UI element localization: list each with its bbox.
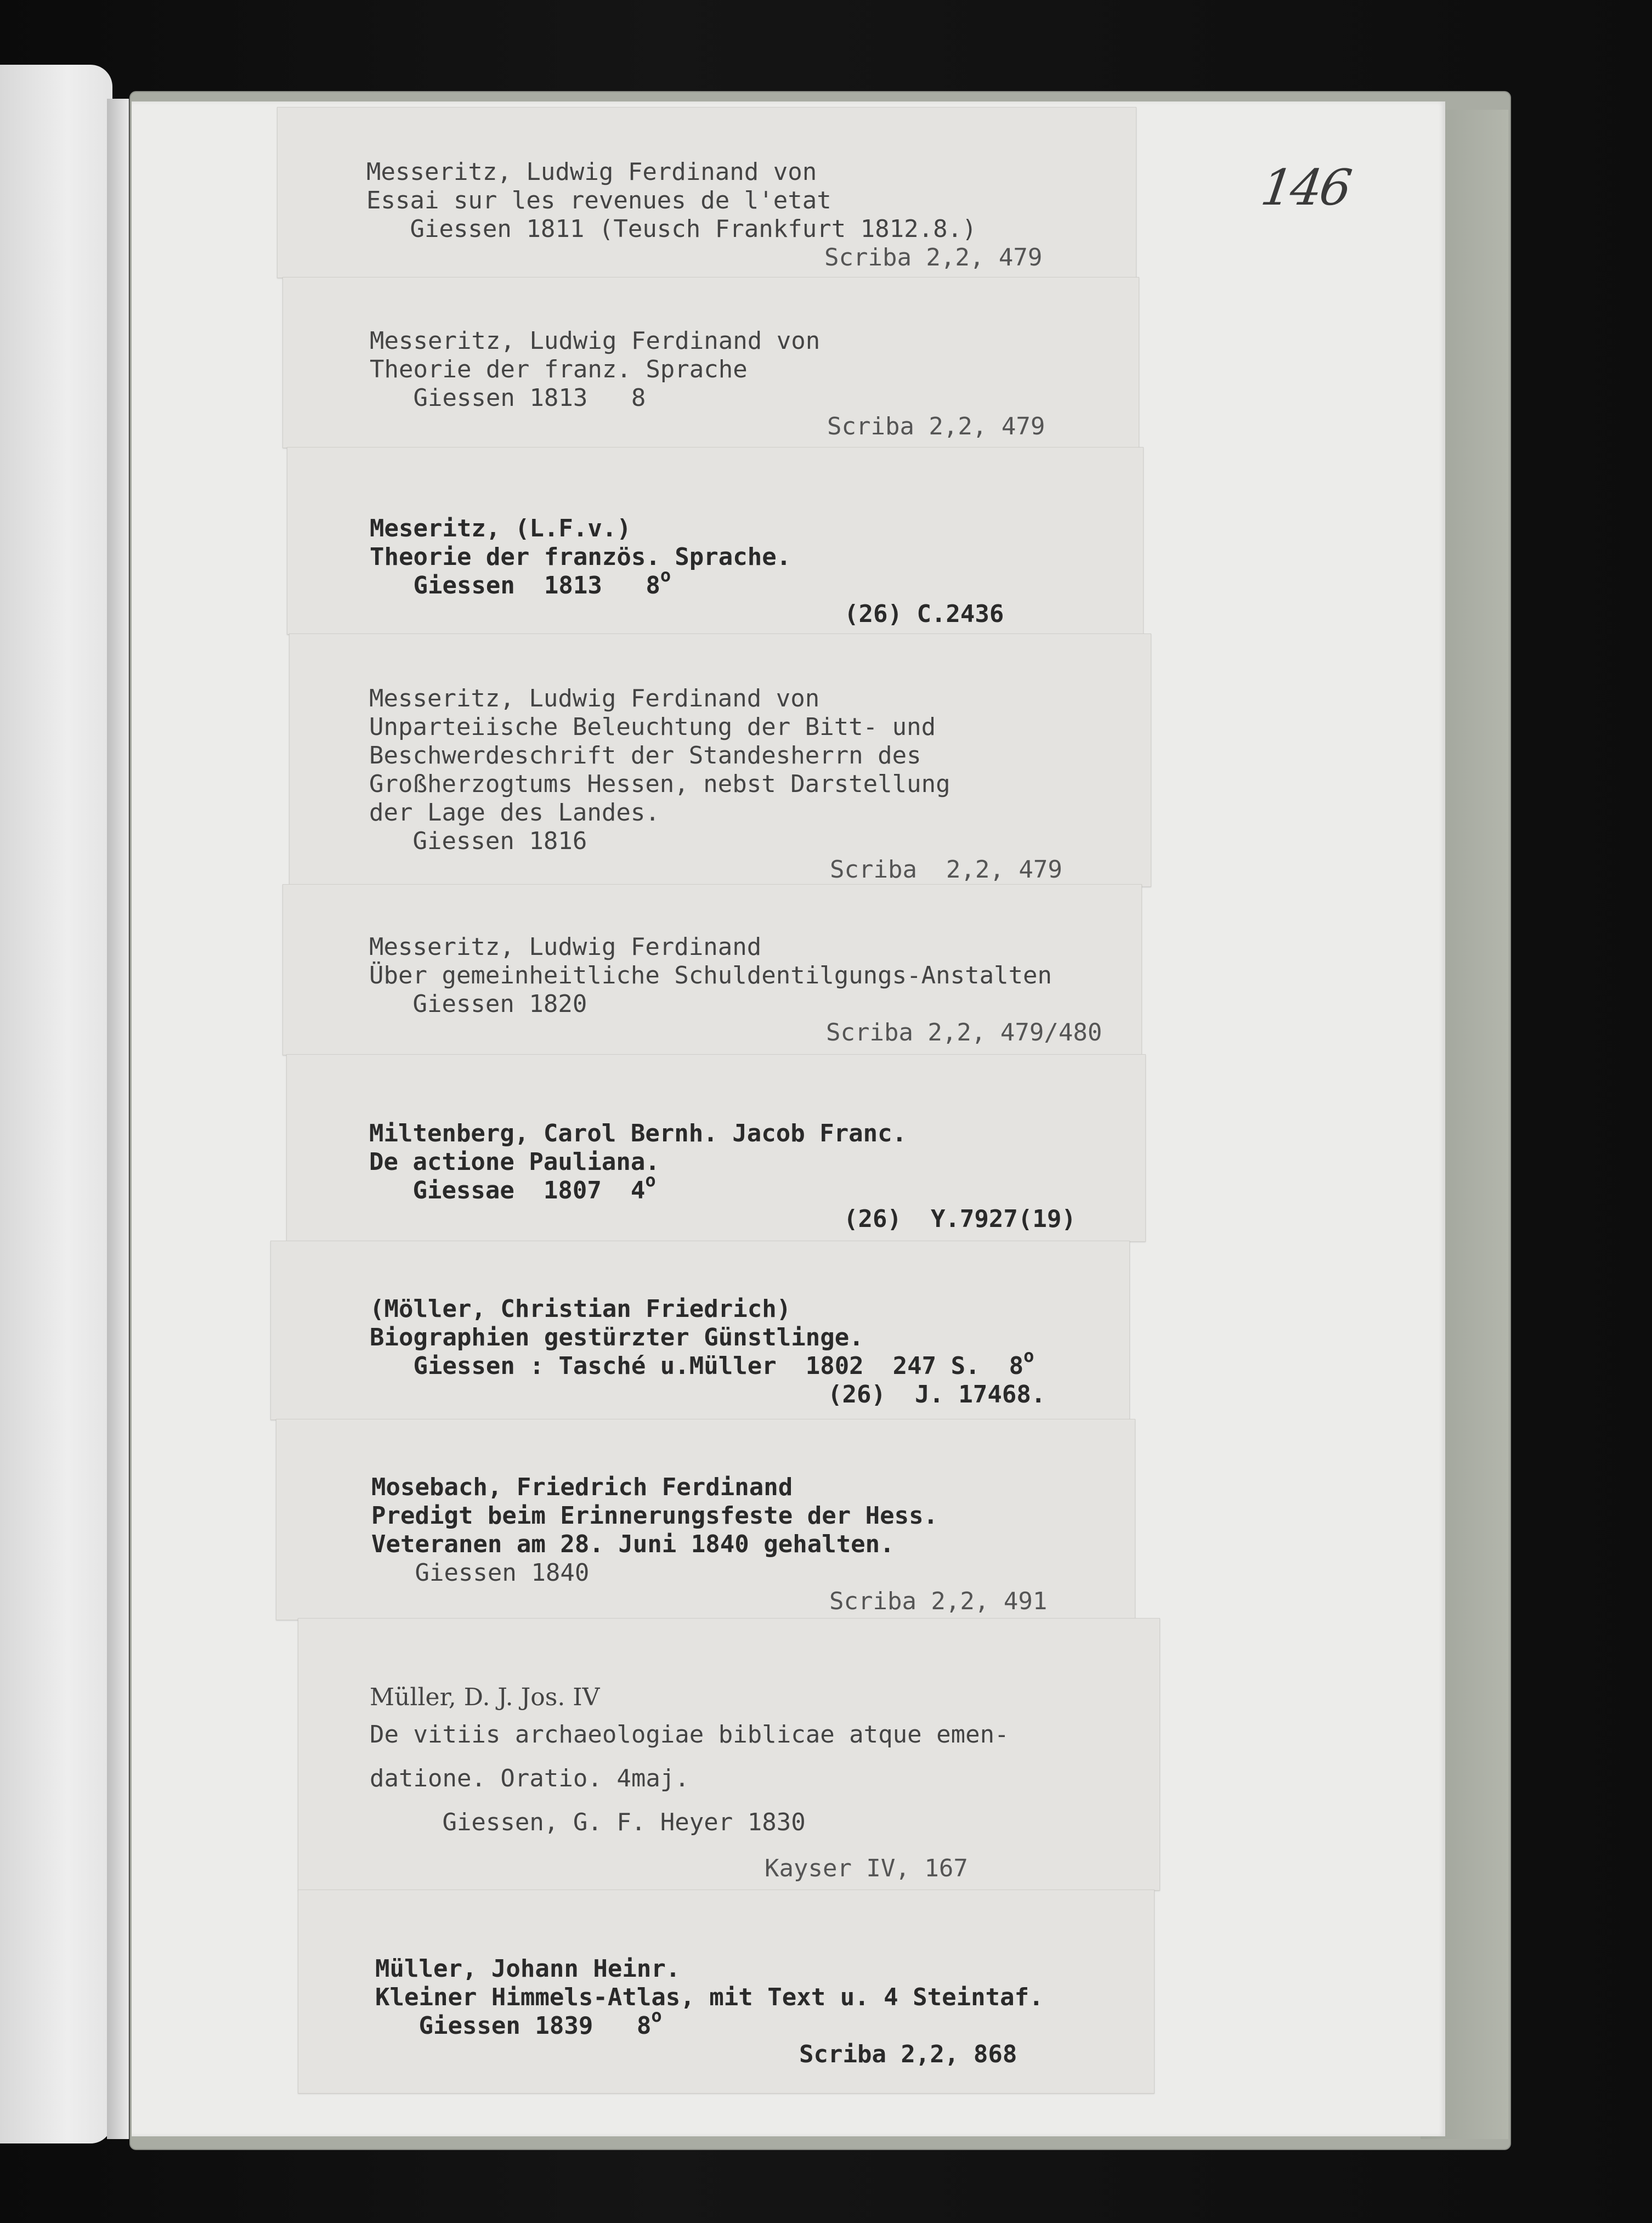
facing-page-edge [0, 65, 112, 2143]
card-line: Theorie der franz. Sprache [370, 355, 748, 383]
card-line [369, 1170, 656, 1207]
card-line: Miltenberg, Carol Bernh. Jacob Franc. [369, 1119, 907, 1147]
card-line: Essai sur les revenues de l'etat [366, 186, 831, 214]
card-signature: Kayser IV, 167 [765, 1854, 968, 1882]
card-line-text: Giessen 1839 8 [375, 2012, 652, 2040]
card-line: Meseritz, (L.F.v.) [370, 514, 631, 542]
degree-mark: o [651, 2005, 662, 2026]
card-signature: Scriba 2,2, 479 [830, 856, 1062, 884]
card-line: Giessen 1820 [369, 990, 587, 1018]
catalog-card [270, 1241, 1130, 1420]
card-line: Predigt beim Erinnerungsfeste der Hess. [371, 1502, 938, 1530]
catalog-card [286, 1054, 1146, 1242]
card-line: Messeritz, Ludwig Ferdinand von [366, 158, 817, 186]
card-signature: (26) C.2436 [844, 600, 1004, 628]
card-line: De vitiis archaeologiae biblicae atque emen- [370, 1721, 1009, 1749]
card-line-text: Giessen 1813 8 [370, 572, 660, 599]
catalog-card [298, 1618, 1160, 1891]
card-line: Unparteiische Beleuchtung der Bitt- und [369, 713, 936, 741]
card-line: Großherzogtums Hessen, nebst Darstellung [369, 770, 951, 798]
card-signature: Scriba 2,2, 479/480 [826, 1019, 1102, 1047]
card-line: Biographien gestürzter Günstlinge. [370, 1323, 864, 1351]
card-line: (Möller, Christian Friedrich) [370, 1295, 791, 1323]
book-gutter [107, 99, 129, 2139]
card-line: Beschwerdeschrift der Standesherrn des [369, 742, 921, 770]
card-line: Giessen, G. F. Heyer 1830 [370, 1808, 806, 1836]
card-signature: (26) Y.7927(19) [844, 1205, 1076, 1233]
catalog-card [289, 633, 1151, 887]
degree-mark: o [645, 1170, 656, 1191]
card-line: Giessen 1840 [371, 1559, 590, 1587]
card-signature: Scriba 2,2, 479 [827, 412, 1045, 440]
card-line: Giessen 1816 [369, 827, 587, 855]
card-line: Giessen 1811 (Teusch Frankfurt 1812.8.) [366, 215, 977, 243]
card-signature: Scriba 2,2, 479 [824, 244, 1043, 271]
page-number: 146 [1257, 159, 1354, 217]
card-line: Theorie der französ. Sprache. [370, 543, 791, 571]
catalog-card [287, 447, 1144, 635]
card-line: Messeritz, Ludwig Ferdinand von [369, 685, 820, 712]
card-line: der Lage des Landes. [369, 799, 660, 827]
card-line: Mosebach, Friedrich Ferdinand [371, 1473, 793, 1501]
card-line: datione. Oratio. 4maj. [370, 1764, 689, 1792]
card-line: Müller, D. J. Jos. IV [370, 1683, 600, 1711]
catalog-card [298, 1890, 1155, 2094]
catalog-card [282, 277, 1139, 448]
card-line: Müller, Johann Heinr. [375, 1955, 681, 1983]
card-line: Veteranen am 28. Juni 1840 gehalten. [371, 1530, 895, 1558]
card-line: Messeritz, Ludwig Ferdinand von [370, 327, 821, 355]
card-line [370, 1345, 1034, 1382]
card-signature: Scriba 2,2, 868 [799, 2040, 1017, 2068]
degree-mark: o [660, 565, 671, 586]
catalog-card [277, 107, 1136, 278]
card-line [370, 565, 671, 602]
card-line: Kleiner Himmels-Atlas, mit Text u. 4 Steintaf. [375, 1983, 1044, 2011]
card-signature: Scriba 2,2, 491 [829, 1587, 1048, 1615]
degree-mark: o [1023, 1345, 1034, 1366]
card-line: Giessen 1813 8 [370, 384, 646, 412]
card-line-text: Giessae 1807 4 [369, 1176, 646, 1204]
catalog-card [282, 884, 1142, 1055]
card-signature: (26) J. 17468. [828, 1381, 1046, 1409]
card-line-text: Giessen : Tasché u.Müller 1802 247 S. 8 [370, 1352, 1024, 1380]
card-line: De actione Pauliana. [369, 1148, 660, 1176]
card-line: Messeritz, Ludwig Ferdinand [369, 933, 762, 961]
catalog-card [276, 1419, 1135, 1620]
card-line [375, 2005, 662, 2042]
card-line: Über gemeinheitliche Schuldentilgungs-Anstalten [369, 961, 1053, 989]
